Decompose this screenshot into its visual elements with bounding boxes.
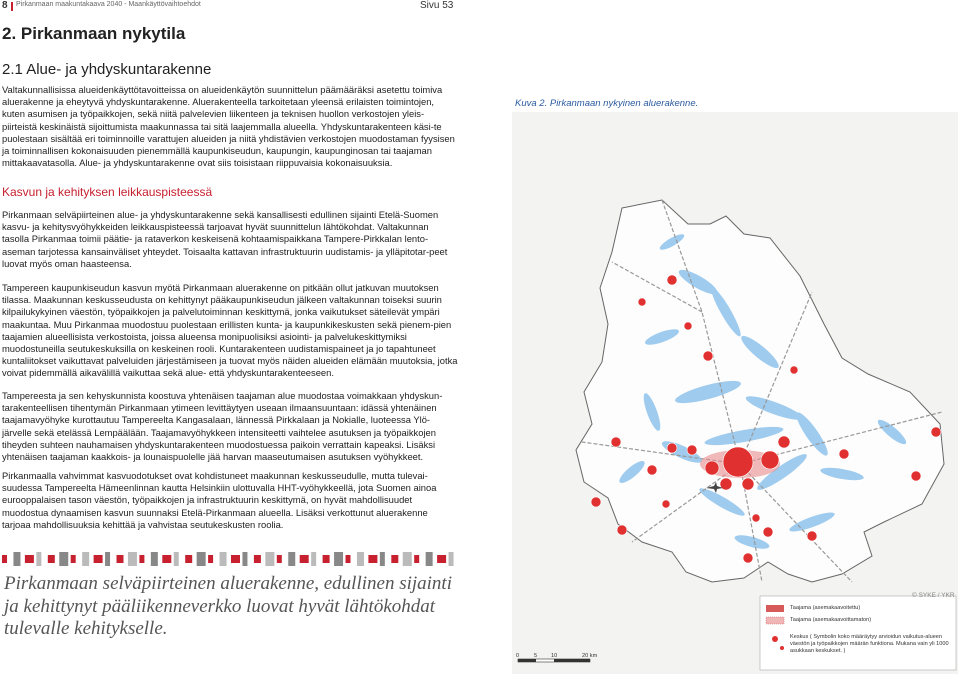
pattern-block — [25, 555, 34, 563]
header-divider — [11, 2, 13, 11]
pattern-block — [139, 555, 144, 563]
intro-paragraph: Valtakunnallisissa alueidenkäyttötavoitteissa on alueidenkäytön suunnittelun päämääräksi asetettu toimiva aluerakenne ja eheytyvä yhdyskuntarakenne. Aluerakenteella tarkoitetaan yleensä erilaisten toimintojen, kuten asumisen ja työpaikkojen, sekä niitä palvelevien liikenteen ja teknisen huollon verkostojen yleis-piirteistä keskinäistä sijoittumista maakunnassa tai sitä laajemmalla alueella. Yhdyskuntarakenteen käsi-te puolestaan sisältää eri toiminnoille varattujen alueiden ja niitä yhdistävien verkostojen muodostaman fyysisen ja toiminnallisen kokonaisuuden pienemmällä kaupunkiseudun, kaupungin, kaupunginosan tai taajaman mittakaavatasolla. Alue- ja yhdyskuntarakenne ovat siis toisistaan riippuvaisia kokonaisuuksia. — [2, 84, 455, 169]
chapter-title: 2. Pirkanmaan nykytila — [2, 24, 186, 43]
pattern-block — [231, 555, 240, 563]
page-number: 8 — [2, 0, 8, 11]
pattern-block — [391, 555, 398, 563]
pattern-block — [174, 552, 179, 566]
pattern-block — [357, 552, 364, 566]
figure-caption: Kuva 2. Pirkanmaan nykyinen aluerakenne. — [515, 98, 699, 109]
pattern-block — [48, 555, 55, 563]
pattern-block — [13, 552, 20, 566]
pattern-block — [323, 555, 330, 563]
pattern-block — [197, 552, 206, 566]
pattern-block — [426, 552, 433, 566]
pattern-block — [334, 552, 343, 566]
body-paragraph-3: Tampereesta ja sen kehyskunnista koostuva yhtenäisen taajaman alue muodostaa voimakkaan yhdyskun-tarakenteellisen tihentymän Pirkanmaan ytimeen levittäytyen useaan ilmaansuuntaan: idässä yhtenäinen taajamavyöhyke kurottautuu Tampereelta Kangasalaan, lännessä Pirkkalaan ja Nokialle, luoteessa Ylö-järvelle sekä etelässä Lempäälään. Taajamavyöhykkeen intensiteetti vaihtelee asutuksen ja työpaikkojen tiheyden suhteen nauhamaisen yhdyskuntarakenteen muodostuessa paikoin verrattain kapeaksi. Lisäksi yhtenäisen taajaman kaakkois- ja lounaispuolelle jää harvan maaseutumaisen asutuksen vyöhykkeet. — [2, 390, 443, 463]
pattern-block — [288, 552, 295, 566]
pattern-block — [71, 555, 76, 563]
pattern-block — [414, 555, 419, 563]
decorative-pattern-strip — [2, 552, 460, 566]
pattern-block — [242, 552, 247, 566]
pattern-block — [128, 552, 137, 566]
scale-label-20: 20 km — [582, 653, 598, 659]
pattern-block — [254, 555, 261, 563]
body-paragraph-4: Pirkanmaalla vahvimmat kasvuodotukset ovat kohdistuneet maakunnan keskusseudulle, mutta tulevai-suudessa Tampereelta Hämeenlinnan kautta Helsinkiin ulottuvalla HHT-vyöhykkeellä, jota Suomen ainoa eurooppalaisen tason väestön, työpaikkojen ja infrastruktuurin keskittymä, on hyvät mahdollisuudet muodostua dynaamisen kasvun suunnaksi Etelä-Pirkanmaan alueella. Lisäksi verkottunut aluerakenne tarjoaa mahdollisuuksia kehittää ja vahvistaa seutukeskusten roolia. — [2, 470, 437, 530]
pattern-block — [368, 555, 377, 563]
scale-label-0: 0 — [516, 653, 520, 659]
body-paragraph-2: Tampereen kaupunkiseudun kasvun myötä Pirkanmaan aluerakenne on pitkään ollut jatkuvan muutoksen tilassa. Maakunnan keskusseudusta on kehittynyt pääkaupunkiseudun jälkeen valtakunnan toiseksi suurin kilpailukykyinen väestön, työpaikkojen ja palvelutoiminnan keskittymä, jonka vaikutukset säteilevät ympäri maakuntaa. Muu Pirkanmaa muodostuu puolestaan erillisten kunta- ja kaupunkikeskusten sekä pienem-pien taajamien alueellisista verkostoista, joissa alueensa monipuolisiksi asiointi- ja palvelukeskittymiksi muodostuneilla seutukeskuksilla on keskeinen rooli. Kuntarakenteen uudistamispaineet ja jo tapahtuneet kuntaliitokset vaikuttavat palveluiden järjestämiseen ja tuovat myös näiden alueiden elämään muutoksia, jotka voivat pidemmällä aikavälillä vaikuttaa sekä alue- että yhdyskuntarakenteeseen. — [2, 282, 458, 379]
pattern-block — [162, 555, 171, 563]
scale-label-5: 5 — [534, 653, 538, 659]
running-title: Pirkanmaan maakuntakaava 2040 - Maankäyttövaihtoehdot — [16, 1, 201, 8]
pattern-block — [105, 552, 110, 566]
legend-urban: Taajama (asemakaavoitettu) — [790, 605, 861, 611]
pattern-block — [59, 552, 68, 566]
scale-label-10: 10 — [551, 653, 558, 659]
section-title: 2.1 Alue- ja yhdyskuntarakenne — [2, 61, 212, 78]
pattern-block — [220, 552, 227, 566]
pull-quote: Pirkanmaan selväpiirteinen aluerakenne, edullinen sijainti ja kehittynyt pääliikenneverkko luovat hyvät lähtökohdat tulevalle kehitykselle. — [4, 573, 452, 639]
legend-centre: Keskus ( Symbolin koko määräytyy arvioidun vaikutus-alueen väestön ja työpaikkojen määrän funktiona. Mukana vain yli 1000 asukkaan keskukset. ) — [790, 634, 949, 654]
pattern-block — [437, 555, 446, 563]
pattern-block — [36, 552, 41, 566]
pattern-block — [311, 552, 316, 566]
pattern-block — [403, 552, 412, 566]
subheading: Kasvun ja kehityksen leikkauspisteessä — [2, 185, 213, 199]
pattern-block — [300, 555, 309, 563]
pattern-block — [151, 552, 158, 566]
pattern-block — [185, 555, 192, 563]
pattern-block — [94, 555, 103, 563]
pattern-block — [380, 552, 385, 566]
page-label: Sivu 53 — [420, 0, 454, 11]
regional-structure-map — [512, 112, 958, 674]
pattern-block — [82, 552, 89, 566]
pattern-block — [449, 552, 454, 566]
pattern-block — [2, 555, 7, 563]
page-header — [0, 0, 960, 14]
pattern-block — [277, 555, 282, 563]
pattern-block — [208, 555, 213, 563]
copyright-label: © SYKE / YKR — [912, 592, 955, 599]
pattern-block — [346, 555, 351, 563]
pattern-block — [117, 555, 124, 563]
body-paragraph-1: Pirkanmaan selväpiirteinen alue- ja yhdyskuntarakenne sekä kansallisesti edullinen sijainti Etelä-Suomen kasvu- ja kehitysvyöhykkeiden leikkauspisteessä tarjoavat hyvät suunnittelun lähtökohdat. Valtakunnan tasolla Pirkanmaa toimii päätie- ja rataverkon keskeisenä kohtaamispaikkana Tampere-Pirkkalan lento-aseman tarjotessa kansainväliset yhteydet. Toisaalta kattavan infrastruktuurin uudistamis- ja ylläpitotar-peet luovat myös oman haasteensa. — [2, 209, 448, 269]
legend-urban-unplanned: Taajama (asemakaavoittamaton) — [790, 617, 872, 623]
pattern-block — [265, 552, 274, 566]
